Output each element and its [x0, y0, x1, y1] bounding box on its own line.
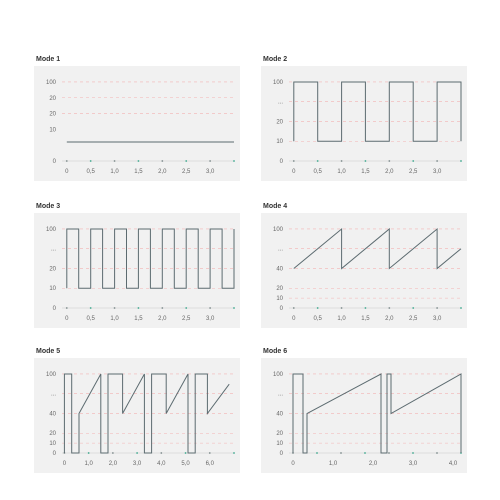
- chart-panel-6: [261, 358, 467, 473]
- panel-title-3: Mode 3: [36, 203, 61, 210]
- axis-dot: [412, 160, 414, 162]
- chart-svg: [34, 358, 240, 473]
- y-tick-label: 0: [52, 451, 56, 457]
- axis-dot: [209, 307, 211, 309]
- axis-dot: [138, 307, 140, 309]
- y-tick-label: ...: [277, 391, 283, 398]
- y-tick-label: 0: [52, 306, 56, 312]
- axis-dot: [436, 160, 438, 162]
- chart-svg: [34, 66, 240, 181]
- chart-panel-4: [261, 213, 467, 328]
- x-tick-label: 3,0: [205, 169, 215, 175]
- panel-title-6: Mode 6: [263, 348, 288, 355]
- axis-dot: [317, 307, 319, 309]
- y-tick-label: 0: [279, 451, 283, 457]
- y-tick-label: 0: [52, 159, 56, 165]
- x-tick-label: 2,0: [385, 169, 394, 175]
- axis-dot: [112, 452, 114, 454]
- axis-dot: [388, 307, 390, 309]
- x-tick-label: 3,0: [408, 461, 418, 467]
- x-tick-label: 0: [291, 461, 295, 467]
- x-tick-label: 0,5: [313, 169, 322, 175]
- y-tick-label: 20: [49, 431, 56, 438]
- axis-dot: [460, 307, 462, 309]
- signal-line: [294, 82, 461, 141]
- axis-dot: [161, 160, 163, 162]
- axis-dot: [233, 307, 235, 309]
- y-tick-label: 20: [276, 431, 283, 438]
- y-tick-label: 10: [276, 441, 283, 448]
- axis-dot: [185, 452, 187, 454]
- x-tick-label: 0: [292, 316, 296, 322]
- x-tick-label: 3,0: [132, 461, 142, 467]
- chart-panel-2: [261, 66, 467, 181]
- axis-dot: [161, 307, 163, 309]
- x-tick-label: 5,0: [181, 461, 190, 467]
- x-tick-label: 1,0: [110, 169, 119, 175]
- panel-title-4: Mode 4: [263, 203, 288, 210]
- axis-dot: [209, 452, 211, 454]
- chart-panel-3: [34, 213, 240, 328]
- x-tick-label: 0,5: [313, 316, 322, 322]
- x-tick-label: 0: [62, 461, 67, 467]
- chart-panel-5: [34, 358, 240, 473]
- chart-svg: [261, 358, 467, 473]
- x-tick-label: 2,5: [409, 316, 418, 322]
- y-tick-label: ...: [50, 246, 56, 253]
- axis-dot: [90, 307, 92, 309]
- y-tick-label: 100: [272, 371, 283, 378]
- x-tick-label: 2,0: [158, 316, 167, 322]
- x-tick-label: 3,0: [205, 316, 215, 322]
- x-tick-label: 4,0: [157, 461, 166, 467]
- x-tick-label: 1,5: [361, 169, 370, 175]
- y-tick-label: 40: [49, 411, 56, 418]
- axis-dot: [412, 452, 414, 454]
- x-tick-label: 0,5: [86, 316, 95, 322]
- y-tick-label: 20: [49, 111, 56, 118]
- chart-svg: [34, 213, 240, 328]
- chart-svg: [261, 66, 467, 181]
- x-tick-label: 2,5: [182, 169, 191, 175]
- axis-dot: [136, 452, 138, 454]
- chart-panel-1: [34, 66, 240, 181]
- x-tick-label: 1,5: [134, 169, 143, 175]
- axis-dot: [316, 452, 318, 454]
- axis-dot: [293, 160, 295, 162]
- axis-dot: [365, 160, 367, 162]
- x-tick-label: 2,0: [368, 461, 378, 467]
- y-tick-label: 10: [49, 127, 56, 134]
- x-tick-label: 2,0: [108, 461, 118, 467]
- y-tick-label: 100: [272, 226, 283, 233]
- chart-svg: [261, 213, 467, 328]
- y-tick-label: 100: [45, 371, 56, 378]
- axis-dot: [88, 452, 90, 454]
- y-tick-label: 20: [49, 266, 56, 273]
- y-tick-label: 40: [276, 411, 283, 418]
- x-tick-label: 0,5: [86, 169, 95, 175]
- x-tick-label: 1,5: [361, 316, 370, 322]
- x-tick-label: 0: [65, 169, 69, 175]
- axis-dot: [317, 160, 319, 162]
- panel-title-2: Mode 2: [263, 56, 288, 63]
- axis-dot: [365, 307, 367, 309]
- axis-dot: [114, 160, 116, 162]
- x-tick-label: 2,5: [182, 316, 191, 322]
- x-tick-label: 2,5: [409, 169, 418, 175]
- axis-dot: [293, 307, 295, 309]
- x-tick-label: 0: [292, 169, 296, 175]
- x-tick-label: 1,0: [328, 461, 338, 467]
- x-tick-label: 4,0: [448, 461, 458, 467]
- y-tick-label: 20: [276, 119, 283, 126]
- x-tick-label: 3,0: [432, 169, 442, 175]
- axis-dot: [436, 452, 438, 454]
- axis-dot: [66, 160, 68, 162]
- y-tick-label: 0: [279, 159, 283, 165]
- x-tick-label: 1,0: [337, 316, 346, 322]
- axis-dot: [185, 307, 187, 309]
- y-tick-label: ...: [50, 391, 56, 398]
- y-tick-label: ...: [277, 246, 283, 253]
- panel-title-5: Mode 5: [36, 348, 61, 355]
- x-tick-label: 2,0: [385, 316, 394, 322]
- x-tick-label: 0: [65, 316, 69, 322]
- axis-dot: [388, 160, 390, 162]
- x-tick-label: 1,0: [110, 316, 119, 322]
- y-tick-label: 10: [276, 139, 283, 146]
- axis-dot: [341, 307, 343, 309]
- x-tick-label: 1,0: [337, 169, 346, 175]
- y-tick-label: 20: [49, 95, 56, 102]
- x-tick-label: 1,0: [84, 461, 93, 467]
- panel-title-1: Mode 1: [36, 56, 61, 63]
- axis-dot: [341, 160, 343, 162]
- axis-dot: [114, 307, 116, 309]
- axis-dot: [233, 452, 235, 454]
- y-tick-label: 10: [49, 286, 56, 293]
- axis-dot: [185, 160, 187, 162]
- axis-dot: [138, 160, 140, 162]
- y-tick-label: ...: [277, 99, 283, 106]
- axis-dot: [209, 160, 211, 162]
- axis-dot: [412, 307, 414, 309]
- axis-dot: [90, 160, 92, 162]
- axis-dot: [460, 160, 462, 162]
- x-tick-label: 3,0: [432, 316, 442, 322]
- axis-dot: [436, 307, 438, 309]
- y-tick-label: 100: [45, 79, 56, 86]
- x-tick-label: 1,5: [134, 316, 143, 322]
- y-tick-label: 0: [279, 306, 283, 312]
- y-tick-label: 10: [276, 296, 283, 303]
- x-tick-label: 2,0: [158, 169, 167, 175]
- y-tick-label: 10: [49, 441, 56, 448]
- y-tick-label: 20: [276, 286, 283, 293]
- axis-dot: [233, 160, 235, 162]
- x-tick-label: 6,0: [205, 461, 214, 467]
- signal-line: [67, 229, 234, 288]
- axis-dot: [160, 452, 162, 454]
- y-tick-label: 100: [272, 79, 283, 86]
- axis-dot: [388, 452, 390, 454]
- axis-dot: [364, 452, 366, 454]
- y-tick-label: 40: [276, 266, 283, 273]
- axis-dot: [66, 307, 68, 309]
- axis-dot: [340, 452, 342, 454]
- y-tick-label: 100: [45, 226, 56, 233]
